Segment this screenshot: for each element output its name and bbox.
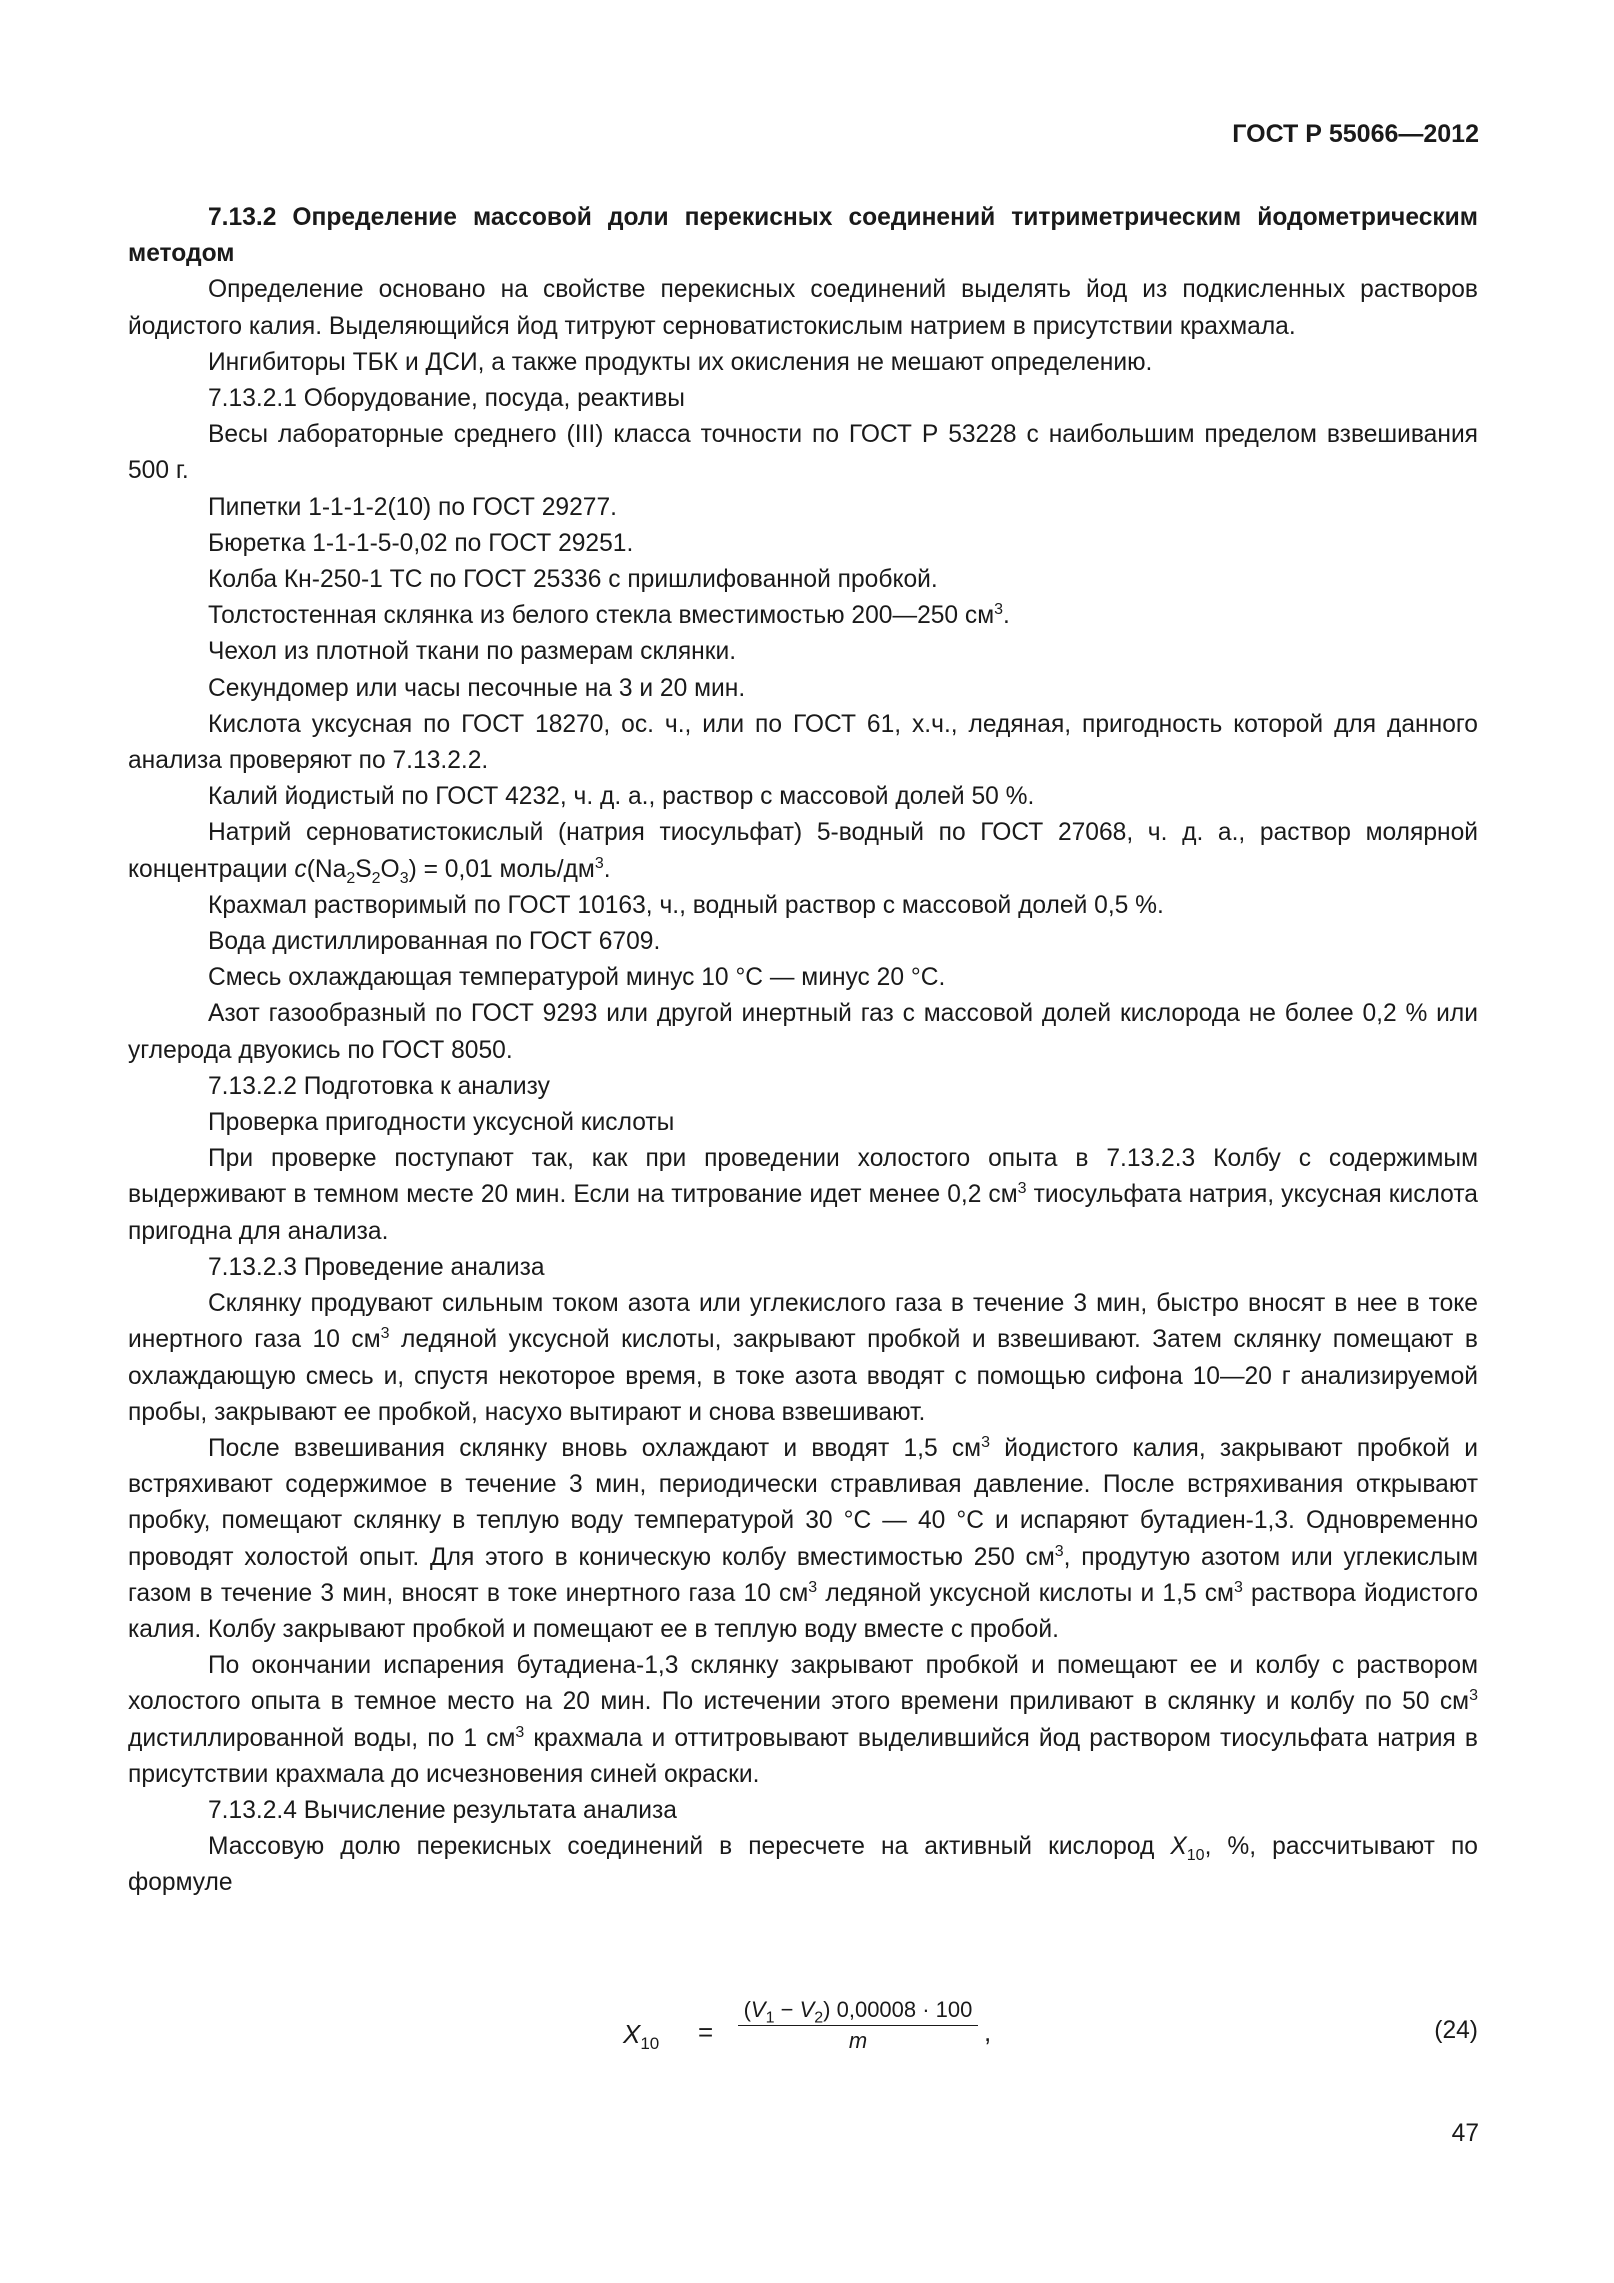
paragraph: Натрий серноватистокислый (натрия тиосульфат) 5-водный по ГОСТ 27068, ч. д. а., раствор молярной концентрации $c(Na_2S_2O_3) = 0,01$ моль/$дм^3$. <box>128 819 1478 887</box>
paragraph: Кислота уксусная по ГОСТ 18270, ос. ч., или по ГОСТ 61, х.ч., ледяная, пригодность которой для данного анализа проверяют по 7.13.2.2. <box>128 710 1478 775</box>
formula-24 <box>128 1997 1478 2065</box>
paragraph: Крахмал растворимый по ГОСТ 10163, ч., водный раствор с массовой долей 0,5 %. <box>208 891 1164 919</box>
formula-lhs: $X_{10}$ <box>623 2019 660 2054</box>
paragraph: Проверка пригодности уксусной кислоты <box>208 1109 675 1137</box>
paragraph: По окончании испарения бутадиена-1,3 склянку закрывают пробкой и помещают ее и колбу с раствором холостого опыта в темное место на 20 мин. По истечении этого времени приливают в склянку и колбу по 50 $см^3$ дистиллированной воды, по 1 $см^3$ крахмала и оттитровывают выделившийся йод раствором тиосульфата натрия в присутствии крахмала до исчезновения синей окраски. <box>128 1652 1478 1788</box>
paragraph: Определение основано на свойстве перекисных соединений выделять йод из подкисленных растворов йодистого калия. Выделяющийся йод титруют серноватистокислым натрием в присутствии крахмала. <box>128 276 1478 340</box>
paragraph: Вода дистиллированная по ГОСТ 6709. <box>208 928 661 956</box>
paragraph: 7.13.2.2 Подготовка к анализу <box>208 1072 550 1100</box>
paragraph: Чехол из плотной ткани по размерам склянки. <box>208 638 737 666</box>
paragraph: Ингибиторы ТБК и ДСИ, а также продукты их окисления не мешают определению. <box>208 348 1153 376</box>
paragraph: Секундомер или часы песочные на 3 и 20 мин. <box>208 674 746 702</box>
paragraph: При проверке поступают так, как при проведении холостого опыта в 7.13.2.3 Колбу с содержимым выдерживают в темном месте 20 мин. Если на титрование идет менее 0,2 $см^3$ тиосульфата натрия, уксусная кислота пригодна для анализа. <box>128 1145 1478 1245</box>
paragraph: После взвешивания склянку вновь охлаждают и вводят 1,5 $см^3$ йодистого калия, закрывают пробкой и встряхивают содержимое в течение 3 мин, периодически стравливая давление. После встряхивания открывают пробку, помещают склянку в теплую воду температурой 30 °С — 40 °С и испаряют бутадиен-1,3. Одновременно проводят холостой опыт. Для этого в коническую колбу вместимостью 250 $см^3$, продутую азотом или углекислым газом в течение 3 мин, вносят в токе инертного газа 10 $см^3$ ледяной уксусной кислоты и 1,5 $см^3$ раствора йодистого калия. Колбу закрывают пробкой и помещают ее в теплую воду вместе с пробой. <box>128 1433 1479 1643</box>
paragraph: Колба Кн-250-1 ТС по ГОСТ 25336 с пришлифованной пробкой. <box>208 566 938 594</box>
formula-equals: = <box>698 2017 714 2047</box>
paragraph: Калий йодистый по ГОСТ 4232, ч. д. а., раствор с массовой долей 50 %. <box>208 783 1035 811</box>
section-heading: 7.13.2 Определение массовой доли перекисных соединений титриметрическим йодометрическим методом <box>128 204 1478 268</box>
paragraph: Толстостенная склянка из белого стекла вместимостью 200—250 $см^3$. <box>208 601 1010 630</box>
paragraph: Бюретка 1-1-1-5-0,02 по ГОСТ 29251. <box>208 529 634 557</box>
document-body <box>128 200 1478 1902</box>
formula-fraction <box>738 1997 978 2054</box>
formula-denominator: m <box>848 2028 868 2053</box>
paragraph: Склянку продувают сильным током азота или углекислого газа в течение 3 мин, быстро вносят в нее в токе инертного газа 10 $см^3$ ледяной уксусной кислоты, закрывают пробкой и взвешивают. Затем склянку помещают в охлаждающую смесь и, спустя некоторое время, в токе азота вводят с помощью сифона 10—20 г анализируемой пробы, закрывают ее пробкой, насухо вытирают и снова взвешивают. <box>128 1290 1478 1426</box>
paragraph: 7.13.2.1 Оборудование, посуда, реактивы <box>208 385 685 413</box>
paragraph: 7.13.2.3 Проведение анализа <box>208 1253 545 1281</box>
paragraph: 7.13.2.4 Вычисление результата анализа <box>208 1796 677 1824</box>
formula-comma: , <box>984 2017 992 2047</box>
page-number: 47 <box>1451 2120 1479 2147</box>
paragraph: Пипетки 1-1-1-2(10) по ГОСТ 29277. <box>208 493 617 521</box>
standard-header: ГОСТ Р 55066—2012 <box>1232 120 1479 148</box>
paragraph: Массовую долю перекисных соединений в пересчете на активный кислород $X_{10}$, %, рассчитывают по формуле <box>128 1833 1478 1897</box>
formula-numerator: $(V_1 - V_2) 0,00008 \cdot 100$ <box>738 1997 978 2026</box>
paragraph: Смесь охлаждающая температурой минус 10 °С — минус 20 °С. <box>208 964 946 992</box>
paragraph: Весы лабораторные среднего (III) класса точности по ГОСТ Р 53228 с наибольшим пределом взвешивания 500 г. <box>128 421 1478 485</box>
paragraph: Азот газообразный по ГОСТ 9293 или другой инертный газ с массовой долей кислорода не более 0,2 % или углерода двуокись по ГОСТ 8050. <box>128 1000 1478 1064</box>
equation-number: (24) <box>1434 2017 1478 2044</box>
